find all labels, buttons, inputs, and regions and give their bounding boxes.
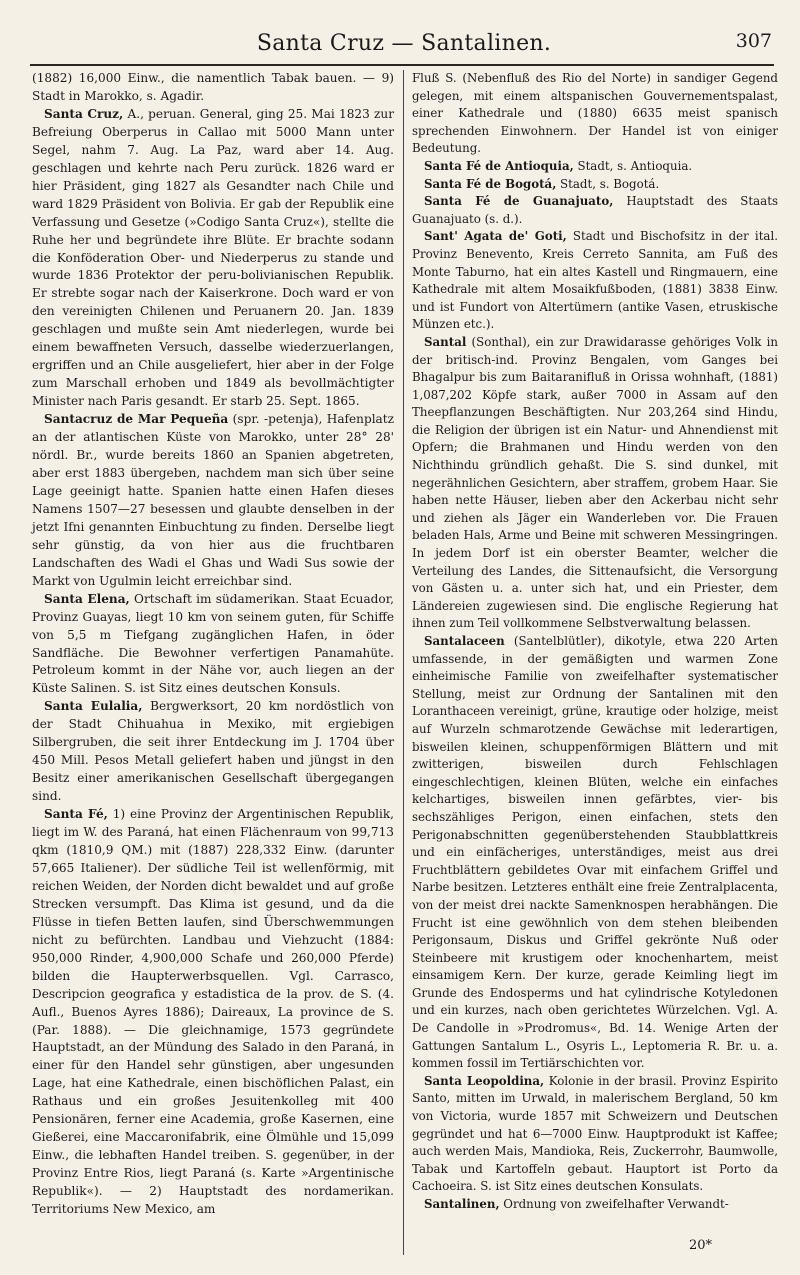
header-rule [30, 64, 774, 66]
entry [32, 591, 394, 699]
entry-headword: Santal [424, 334, 467, 349]
entry-headword: Santa Fé de Antioquia, [424, 158, 574, 173]
entry-text: (Santelblütler), dikotyle, etwa 220 Arten umfassende, in der gemäßigten und warmen Zone einheimische Familie von zweifelhafter systematischer Stellung, meist zur Ordnung der Santalinen mit den Loranthaceen vereinigt, grüne, krautige oder holzige, meist auf Wurzeln schmarotzende Gewächse mit lederartigen, bisweilen kleinen, schuppenförmigen Blättern und mit zwitterigen, bisweilen durch Fehlschlagen eingeschlechtigen, kleinen Blüten, welche ein einfaches kelchartiges, bisweilen innen gefärbtes, vier- bis sechszähliges Perigon, einen einfachen, stets den Perigonabschnitten gegenüberstehenden Staubblattkreis und ein einfächeriges, unterständiges, meist aus drei Fruchtblättern gebildetes Ovar mit einfachem Griffel und Narbe besitzen. Letzteres enthält eine freie Zentralplacenta, von der meist drei nackte Samenknospen herabhängen. Die Frucht ist eine gewöhnlich von dem stehen bleibenden Perigonsaum, Diskus und Griffel gekrönte Nuß oder Steinbeere mit krustigem oder knochenhartem, meist einsamigem Kern. Der kurze, gerade Keimling liegt im Grunde des Endosperms und hat cylindrische Kotyledonen und ein kurzes, nach oben gerichtetes Würzelchen. Vgl. A. De Candolle in »Prodromus«, Bd. 14. Wenige Arten der Gattungen Santalum L., Osyris L., Leptomeria R. Br. u. a. kommen fossil im Tertiärschichten vor. [412, 634, 778, 1071]
entry-text: Ordnung von zweifelhafter Verwandt- [499, 1197, 729, 1211]
entry-text: Bergwerksort, 20 km nordöstlich von der Stadt Chihuahua in Mexiko, mit ergiebigen Silbergruben, die seit ihrer Entdeckung im J. 1704 über 450 Mill. Pesos Metall geliefert haben und jüngst in den Besitz einer amerikanischen Gesellschaft übergegangen sind. [32, 699, 394, 804]
entry-headword: Santa Elena, [44, 591, 130, 606]
entry [32, 411, 394, 591]
entry-headword: Santalaceen [424, 634, 505, 648]
page-header [36, 26, 772, 60]
entry [412, 176, 778, 194]
entry-text: A., peruan. General, ging 25. Mai 1823 zur Befreiung Oberperus in Callao mit 5000 Mann unter Segel, nahm 7. Aug. La Paz, ward aber 14. Aug. geschlagen und kehrte nach Peru zurück. 1826 ward er hier Präsident, ging 1827 als Gesandter nach Chile und ward 1829 Präsident von Bolivia. Er gab der Republik eine Verfassung und Gesetze (»Codigo Santa Cruz«), stellte die Ruhe her und begründete ihre Blüte. Er brachte sodann die Konföderation Ober- und Niederperus zu stande und wurde 1836 Protektor der peru-bolivianischen Republik. Er strebte sogar nach der Kaiserkrone. Doch ward er von den vereinigten Chilenen und Peruanern 20. Jan. 1839 geschlagen und mußte sein Amt niederlegen, wurde bei einem bewaffneten Versuch, dasselbe wiederzuerlangen, ergriffen und an Chile ausgeliefert, hier aber in der Folge zum Marschall erhoben und 1849 als bevollmächtigter Minister nach Paris gesandt. Er starb 25. Sept. 1865. [32, 106, 394, 409]
entry [32, 106, 394, 411]
entry-headword: Santacruz de Mar Pequeña [44, 412, 229, 427]
entry [412, 228, 778, 334]
entry [32, 70, 394, 106]
right-column [412, 70, 778, 1214]
entry [412, 70, 778, 158]
entry [412, 1073, 778, 1196]
entry [412, 334, 778, 633]
entry-headword: Santalinen, [424, 1197, 500, 1211]
entry-text: (1882) 16,000 Einw., die namentlich Tabak bauen. — 9) Stadt in Marokko, s. Agadir. [32, 71, 394, 103]
entry-headword: Santa Leopoldina, [424, 1073, 545, 1088]
running-title: Santa Cruz — Santalinen. [256, 30, 552, 56]
entry [32, 698, 394, 806]
left-column [32, 70, 394, 1219]
entry-text: Fluß S. (Nebenfluß des Rio del Norte) in sandiger Gegend gelegen, mit einem altspanischen Gouvernementspalast, einer Kathedrale und (1880) 6635 meist spanisch sprechenden Einwohnern. Der Handel ist von einiger Bedeutung. [412, 71, 778, 156]
entry-headword: Sant' Agata de' Goti, [424, 229, 567, 244]
entry-text: Ortschaft im südamerikan. Staat Ecuador, Provinz Guayas, liegt 10 km von seinem guten, für Schiffe von 5,5 m Tiefgang zugänglichen Hafen, in öder Sandfläche. Die Bewohner verfertigen Panamahüte. Petroleum kommt in der Nähe vor, auch liegen an der Küste Salinen. S. ist Sitz eines deutschen Konsuls. [32, 591, 395, 696]
column-divider [403, 70, 404, 1255]
entry-text: 1) eine Provinz der Argentinischen Republik, liegt im W. des Paraná, hat einen Flächenraum von 99,713 qkm (1810,9 QM.) mit (1887) 228,332 Einw. (darunter 57,665 Italiener). Der südliche Teil ist wellenförmig, mit reichen Weiden, der Norden dicht bewaldet und auf große Strecken versumpft. Das Klima ist gesund, und da die Flüsse in tiefen Betten laufen, sind Überschwemmungen nicht zu befürchten. Landbau und Viehzucht (1884: 950,000 Rinder, 4,900,000 Schafe und 260,000 Pferde) bilden die Haupterwerbsquellen. Vgl. Carrasco, Descripcion geografica y estadistica de la prov. de S. (4. Aufl., Buenos Ayres 1886); Daireaux, La province de S. (Par. 1888). — Die gleichnamige, 1573 gegründete Hauptstadt, an der Mündung des Salado in den Paraná, in einer für den Handel sehr günstigen, aber ungesunden Lage, hat eine Kathedrale, einen bischöflichen Palast, ein Rathaus und ein großes Jesuitenkolleg mit 400 Pensionären, ferner eine Academia, große Kasernen, eine Gießerei, eine Maccaronifabrik, eine Ölmühle und 15,099 Einw., die lebhaften Handel treiben. S. gegenüber, in der Provinz Entre Rios, liegt Paraná (s. Karte »Argentinische Republik«). — 2) Hauptstadt des nordamerikan. Territoriums New Mexico, am [32, 807, 394, 1217]
entry [412, 633, 778, 1073]
entry-headword: Santa Fé de Guanajuato, [424, 194, 614, 209]
entry [412, 193, 778, 228]
entry-text: (spr. -petenja), Hafenplatz an der atlantischen Küste von Marokko, unter 28° 28' nördl. Br., wurde bereits 1860 an Spanien abgetreten, aber erst 1883 übergeben, nachdem man sich über seine Lage geeinigt hatte. Spanien hatte einen Hafen dieses Namens 1507—27 besessen und glaubte denselben in der jetzt Ifni genannten Einbuchtung zu finden. Derselbe liegt sehr günstig, da von hier aus die fruchtbaren Landschaften des Wadi el Ghas und Wadi Sus sowie der Markt von Ugulmin leicht erreichbar sind. [32, 412, 394, 588]
entry-text: (Sonthal), ein zur Drawidarasse gehöriges Volk in der britisch-ind. Provinz Bengalen, vom Ganges bei Bhagalpur bis zum Baitaranifluß in Orissa wohnhaft, (1881) 1,087,202 Köpfe stark, außer 7000 in Assam auf den Theepflanzungen Beschäftigten. Nur 203,264 sind Hindu, die Religion der übrigen ist ein Natur- und Ahnendienst mit Opfern; die Brahmanen und Hindu werden von den Nichthindu gründlich gehaßt. Die S. sind dunkel, mit negerähnlichen Gesichtern, aber straffem, grobem Haar. Sie haben nette Häuser, lieben aber den Ackerbau nicht sehr und ziehen als Jäger ein Wanderleben vor. Die Frauen beladen Hals, Arme und Beine mit schweren Messingringen. In jedem Dorf ist ein oberster Beamter, welcher die Verteilung des Landes, die Sittenaufsicht, die Versorgung von Gästen u. a. unter sich hat, und ein Priester, dem Ländereien zugewiesen sind. Die englische Regierung hat ihnen zum Teil vollkommene Selbstverwaltung belassen. [412, 334, 778, 631]
entry-text: Stadt, s. Antioquia. [573, 158, 693, 173]
entry-text: Kolonie in der brasil. Provinz Espirito Santo, mitten im Urwald, in malerischem Bergland, 50 km von Victoria, wurde 1857 mit Schweizern und Deutschen gegründet und hat 6—7000 Einw. Hauptprodukt ist Kaffee; auch werden Mais, Mandioka, Reis, Zuckerrohr, Baumwolle, Tabak und Kartoffeln gebaut. Hauptort ist Porto da Cachoeira. S. ist Sitz eines deutschen Konsulats. [412, 1073, 778, 1194]
entry-headword: Santa Cruz, [44, 106, 124, 121]
signature-mark: 20* [688, 1238, 712, 1253]
entry [412, 1196, 778, 1214]
entry-headword: Santa Eulalia, [44, 699, 143, 714]
entry-text: Hauptstadt des Staats Guanajuato (s. d.). [412, 194, 778, 226]
entry-headword: Santa Fé de Bogotá, [424, 176, 557, 191]
page-number: 307 [735, 30, 772, 52]
entry-text: Stadt, s. Bogotá. [556, 176, 660, 191]
entry [32, 806, 394, 1219]
entry-text: Stadt und Bischofsitz in der ital. Provinz Benevento, Kreis Cerreto Sannita, am Fuß des Monte Taburno, hat ein altes Kastell und Ringmauern, eine Kathedrale mit altem Mosaikfußboden, (1881) 3838 Einw. und ist Fundort von Altertümern (antike Vasen, etruskische Münzen etc.). [412, 229, 778, 332]
entry-headword: Santa Fé, [44, 807, 108, 822]
entry [412, 158, 778, 176]
